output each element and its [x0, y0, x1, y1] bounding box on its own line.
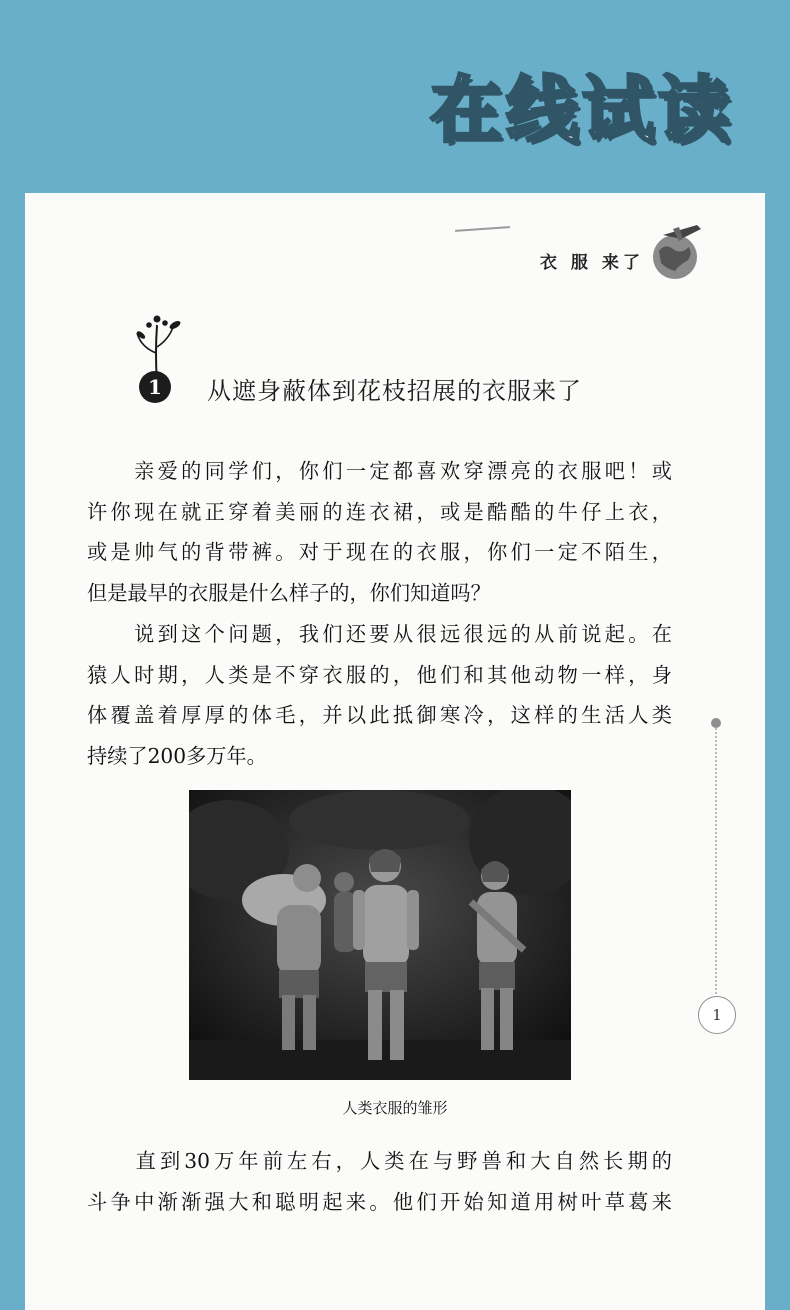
paragraph-3	[87, 1141, 672, 1222]
text-line: 体覆盖着厚厚的体毛，并以此抵御寒冷，这样的生活人类	[87, 703, 672, 727]
globe-airplane-icon	[645, 221, 705, 281]
banner-title: 在线试读	[429, 68, 734, 152]
page-number: 1	[698, 996, 736, 1034]
text-line: 斗争中渐渐强大和聪明起来。他们开始知道用树叶草葛来	[87, 1189, 672, 1214]
text-line: 许你现在就正穿着美丽的连衣裙，或是酷酷的牛仔上衣，	[87, 499, 672, 524]
margin-dot	[711, 718, 721, 728]
bleed-through-text	[85, 308, 725, 339]
header-decoration	[455, 226, 510, 232]
text-line: 持续了200多万年。	[87, 743, 267, 768]
paragraph-1	[87, 451, 672, 613]
paragraph-2	[87, 614, 672, 776]
text-line: 说到这个问题，我们还要从很远很远的从前说起。在	[87, 622, 672, 646]
text-line: 直到30万年前左右，人类在与野兽和大自然长期的	[87, 1149, 672, 1173]
early-humans-photo	[189, 790, 571, 1080]
photo-caption: 人类衣服的雏形	[342, 1099, 448, 1117]
text-line: 猿人时期，人类是不穿衣服的，他们和其他动物一样，身	[87, 662, 672, 687]
book-page	[25, 193, 765, 1310]
text-line: 或是帅气的背带裤。对于现在的衣服，你们一定不陌生，	[87, 540, 672, 564]
text-line: 但是最早的衣服是什么样子的，你们知道吗？	[87, 580, 491, 605]
margin-dotted-line	[715, 723, 717, 998]
text-line: 亲爱的同学们，你们一定都喜欢穿漂亮的衣服吧！或	[87, 459, 672, 483]
chapter-header: 衣 服 来了	[540, 253, 644, 273]
chapter-number-badge: 1	[139, 371, 171, 403]
section-title: 从遮身蔽体到花枝招展的衣服来了	[207, 377, 582, 405]
